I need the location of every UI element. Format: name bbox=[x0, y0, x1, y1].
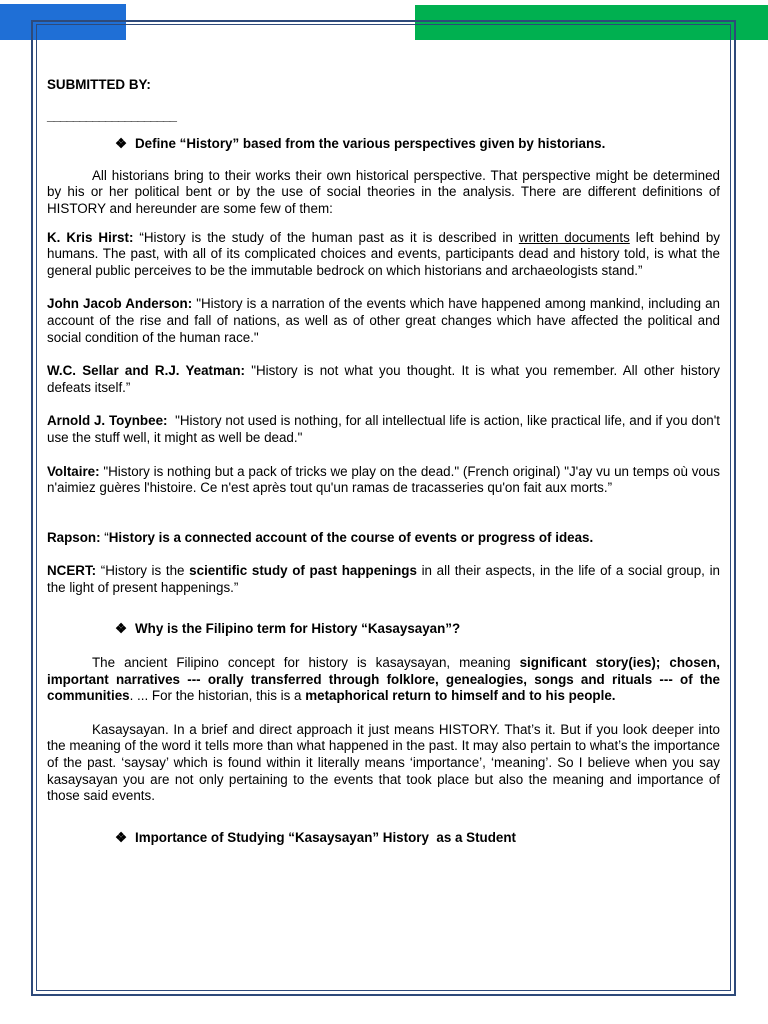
hirst-text-a: “History is the study of the human past as it is described in bbox=[133, 229, 519, 245]
anderson-definition bbox=[47, 296, 720, 346]
signature-line: ____________________ bbox=[47, 107, 176, 123]
kasaysayan1-text-a: The ancient Filipino concept for history is kasaysayan, meaning bbox=[92, 655, 520, 671]
rapson-name: Rapson: bbox=[47, 529, 101, 545]
kasaysayan1-text-b: . ... For the historian, this is a bbox=[129, 688, 306, 704]
anderson-text: "History is a narration of the events which have happened among mankind, including an account of the rise and fall of nations, as well as of other great changes which have affected the political and social condition of the human race." bbox=[47, 296, 720, 345]
kasaysayan-paragraph-1 bbox=[47, 655, 720, 705]
ncert-bold-text: scientific study of past happenings bbox=[189, 563, 417, 579]
ncert-name: NCERT: bbox=[47, 563, 97, 579]
question-1-title: Define “History” based from the various perspectives given by historians. bbox=[135, 136, 606, 152]
diamond-bullet-icon: ❖ bbox=[115, 829, 128, 845]
ncert-text-a: “History is the bbox=[96, 563, 190, 579]
ncert-definition bbox=[47, 563, 720, 596]
hirst-name: K. Kris Hirst: bbox=[47, 229, 134, 245]
voltaire-name: Voltaire: bbox=[47, 463, 100, 479]
rapson-definition bbox=[47, 530, 720, 547]
question-1-heading bbox=[47, 136, 720, 153]
submitted-by-label: SUBMITTED BY: bbox=[47, 77, 151, 92]
question-2-title: Why is the Filipino term for History “Kasaysayan”? bbox=[135, 621, 461, 637]
hirst-text-b: left behind by humans. The past, with all of its complicated choices and events, participants dead and history told, is what the general public perceives to be the immutable bedrock on which historians and archaeologists stand.” bbox=[47, 229, 720, 278]
question-3-title: Importance of Studying “Kasaysayan” History as a Student bbox=[135, 829, 516, 845]
question-2-heading bbox=[47, 621, 720, 638]
voltaire-text: "History is nothing but a pack of tricks we play on the dead." (French original) "J'ay vu un temps où vous n'aimiez guères l'histoire. Ce n'est après tout qu'un ramas de tracasseries qu'on fait aux morts.” bbox=[47, 463, 720, 496]
sellar-definition bbox=[47, 363, 720, 396]
voltaire-definition bbox=[47, 464, 720, 497]
rapson-text: “ bbox=[100, 529, 109, 545]
kasaysayan1-bold-a: significant story(ies); chosen, important narratives --- orally transferred through folklore, genealogies, songs and rituals --- of the communities bbox=[47, 655, 720, 704]
anderson-name: John Jacob Anderson: bbox=[47, 296, 193, 312]
hirst-definition bbox=[47, 230, 720, 280]
document-body bbox=[47, 77, 724, 846]
diamond-bullet-icon: ❖ bbox=[115, 136, 128, 152]
sellar-text: "History is not what you thought. It is what you remember. All other history defeats itself.” bbox=[47, 363, 720, 395]
kasaysayan1-bold-b: metaphorical return to himself and to his people. bbox=[305, 688, 616, 704]
sellar-name: W.C. Sellar and R.J. Yeatman: bbox=[47, 363, 245, 379]
kasaysayan-paragraph-2: Kasaysayan. In a brief and direct approach it just means HISTORY. That’s it. But if you look deeper into the meaning of the word it tells more than what happened in the past. It may also pertain to what’s the importance of the past. ‘saysay’ which is found within it literally means ‘importance’, ‘meaning’. So I believe when you say kasaysayan you are not only pertaining to the events that took place but also the meaning and importance of those said events. bbox=[47, 721, 720, 804]
toynbee-text: "History not used is nothing, for all intellectual life is action, like practical life, and if you don't use the stuff well, it might as well be dead." bbox=[47, 413, 724, 445]
ncert-text-b: in all their aspects, in the life of a social group, in the light of present happenings.” bbox=[47, 563, 720, 595]
toynbee-name: Arnold J. Toynbee: bbox=[47, 413, 168, 429]
question-3-heading bbox=[47, 830, 720, 847]
toynbee-definition bbox=[47, 413, 724, 446]
written-documents-link[interactable]: written documents bbox=[518, 229, 630, 245]
rapson-bold-text: History is a connected account of the course of events or progress of ideas. bbox=[108, 529, 594, 545]
intro-paragraph: All historians bring to their works their own historical perspective. That perspective might be determined by his or her political bent or by the use of social theories in the analysis. There are different definitions of HISTORY and hereunder are some few of them: bbox=[47, 167, 720, 216]
diamond-bullet-icon: ❖ bbox=[115, 621, 128, 637]
